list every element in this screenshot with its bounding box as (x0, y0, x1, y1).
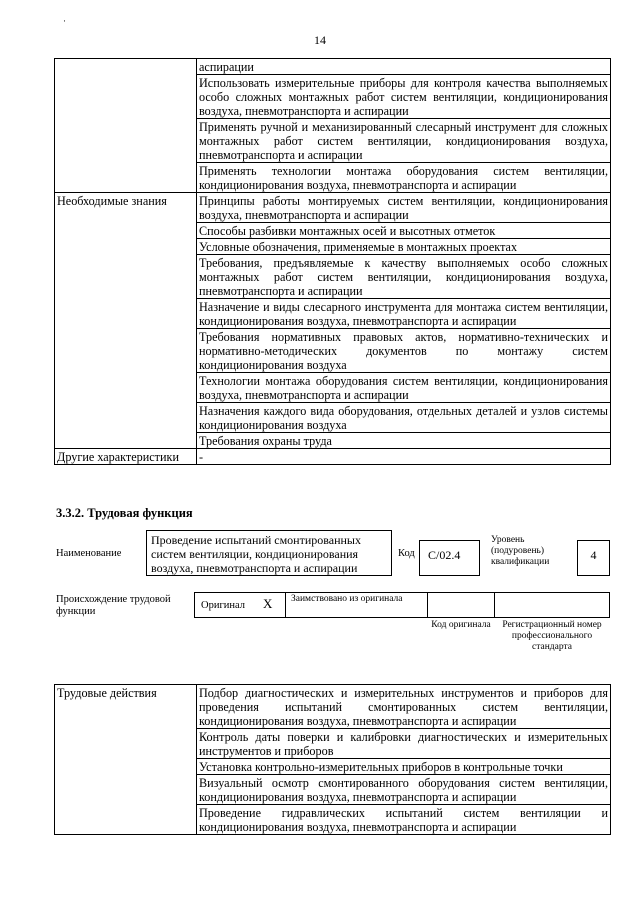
level-label: Уровень (подуровень) квалификации (491, 535, 550, 567)
reg-number-label: Регистрационный номер профессионального стандарта (502, 620, 602, 652)
labor-actions-table (54, 684, 611, 835)
labor-actions-label: Трудовые действия (55, 685, 197, 835)
code-box: С/02.4 (419, 540, 480, 576)
reg-number-box (494, 592, 610, 618)
page-number: 14 (314, 33, 326, 47)
section-heading: 3.3.2. Трудовая функция (56, 506, 193, 520)
original-label: Оригинал (201, 600, 245, 611)
action-cell: Установка контрольно-измерительных приборов в контрольные точки (197, 759, 611, 775)
code-label: Код (398, 548, 415, 559)
knowledge-cell: Требования охраны труда (197, 433, 611, 449)
skill-cell: Применять ручной и механизированный слесарный инструмент для сложных монтажных работ систем вентиляции, кондиционирования воздуха, пневмотранспорта и аспирации (197, 119, 611, 163)
table-row (55, 449, 611, 465)
skill-cell: Применять технологии монтажа оборудования систем вентиляции, кондиционирования воздуха, пневмотранспорта и аспирации (197, 163, 611, 193)
table-row (55, 59, 611, 75)
competency-table (54, 58, 611, 465)
knowledge-cell: Требования нормативных правовых актов, нормативно-технических и нормативно-методических документов по монтажу систем кондиционирования воздуха (197, 329, 611, 373)
borrowed-label: Заимствовано из оригинала (291, 594, 403, 604)
borrowed-box (285, 592, 428, 618)
knowledge-cell: Условные обозначения, применяемые в монтажных проектах (197, 239, 611, 255)
name-label: Наименование (56, 548, 122, 559)
label-cell-empty (55, 59, 197, 193)
scan-mark: · (63, 16, 66, 26)
function-name-box: Проведение испытаний смонтированных систем вентиляции, кондиционирования воздуха, пневмотранспорта и аспирации (146, 530, 392, 576)
original-box (194, 592, 286, 618)
skill-cell: Использовать измерительные приборы для контроля качества выполняемых особо сложных монтажных работ систем вентиляции, кондиционирования воздуха, пневмотранспорта и аспирации (197, 75, 611, 119)
original-mark: Х (263, 596, 273, 611)
knowledge-cell: Требования, предъявляемые к качеству выполняемых особо сложных монтажных работ систем вентиляции, кондиционирования воздуха, пневмотранспорта и аспирации (197, 255, 611, 299)
knowledge-cell: Способы разбивки монтажных осей и высотных отметок (197, 223, 611, 239)
action-cell: Контроль даты поверки и калибровки диагностических и измерительных инструментов и приборов (197, 729, 611, 759)
knowledge-label: Необходимые знания (55, 193, 197, 449)
origin-label: Происхождение трудовой функции (56, 594, 171, 617)
code-original-box (427, 592, 495, 618)
knowledge-cell: Технологии монтажа оборудования систем вентиляции, кондиционирования воздуха, пневмотранспорта и аспирации (197, 373, 611, 403)
code-original-label: Код оригинала (431, 620, 491, 630)
table-row (55, 193, 611, 223)
table-row (55, 685, 611, 729)
action-cell: Визуальный осмотр смонтированного оборудования систем вентиляции, кондиционирования воздуха, пневмотранспорта и аспирации (197, 775, 611, 805)
action-cell: Проведение гидравлических испытаний систем вентиляции и кондиционирования воздуха, пневмотранспорта и аспирации (197, 805, 611, 835)
skill-cell: аспирации (197, 59, 611, 75)
knowledge-cell: Назначения каждого вида оборудования, отдельных деталей и узлов системы кондиционирования воздуха (197, 403, 611, 433)
level-box: 4 (577, 540, 610, 576)
other-value: - (197, 449, 611, 465)
knowledge-cell: Назначение и виды слесарного инструмента для монтажа систем вентиляции, кондиционирования воздуха, пневмотранспорта и аспирации (197, 299, 611, 329)
knowledge-cell: Принципы работы монтируемых систем вентиляции, кондиционирования воздуха, пневмотранспорта и аспирации (197, 193, 611, 223)
other-label: Другие характеристики (55, 449, 197, 465)
action-cell: Подбор диагностических и измерительных инструментов и приборов для проведения испытаний смонтированных систем вентиляции, кондиционирования воздуха, пневмотранспорта и аспирации (197, 685, 611, 729)
